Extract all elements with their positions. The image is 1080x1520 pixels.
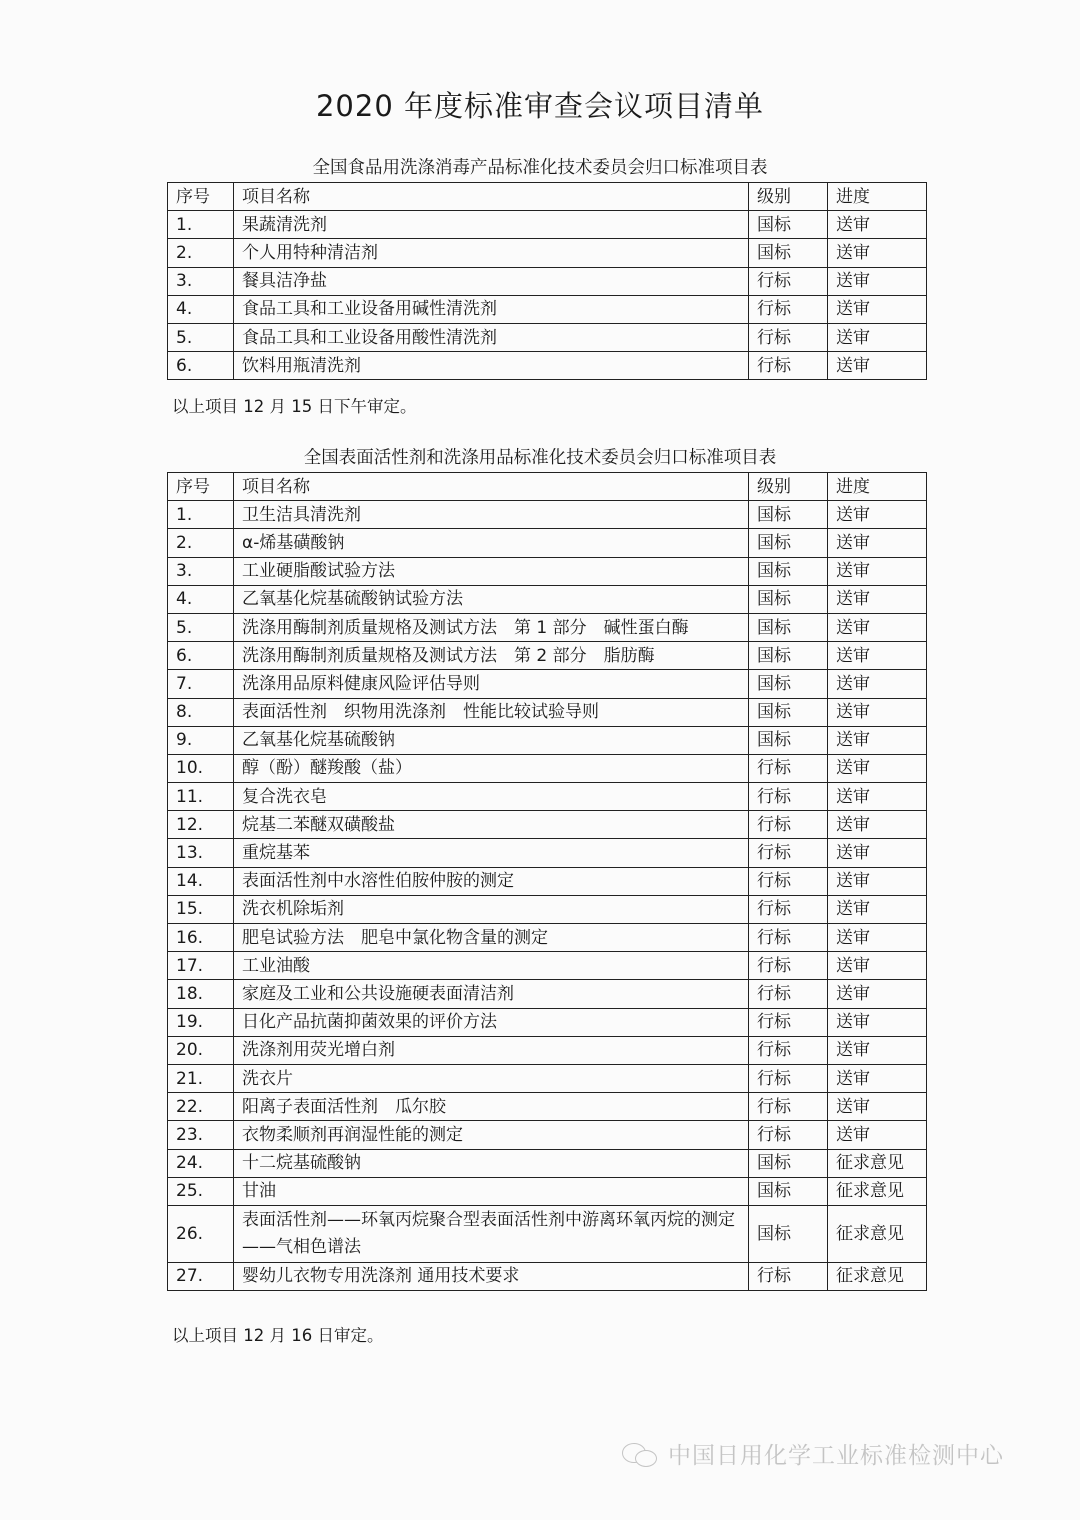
cell-progress: 送审: [828, 585, 927, 613]
cell-level: 行标: [749, 867, 828, 895]
header-level: 级别: [749, 473, 828, 501]
table-row: [168, 867, 927, 895]
cell-level: 行标: [749, 783, 828, 811]
cell-progress: 送审: [828, 267, 927, 295]
cell-level: 国标: [749, 211, 828, 239]
cell-progress: 送审: [828, 1008, 927, 1036]
cell-name: 复合洗衣皂: [234, 783, 749, 811]
table-row: [168, 642, 927, 670]
table-header-row: [168, 473, 927, 501]
cell-no: 7.: [168, 670, 234, 698]
cell-level: 国标: [749, 501, 828, 529]
table-row: [168, 295, 927, 323]
cell-progress: 送审: [828, 895, 927, 923]
table-row: [168, 670, 927, 698]
cell-level: 行标: [749, 1262, 828, 1290]
cell-name: 工业硬脂酸试验方法: [234, 557, 749, 585]
cell-progress: 送审: [828, 323, 927, 351]
cell-name: 食品工具和工业设备用碱性清洗剂: [234, 295, 749, 323]
table-row: [168, 529, 927, 557]
cell-progress: 送审: [828, 924, 927, 952]
cell-progress: 送审: [828, 1093, 927, 1121]
table-row: [168, 1262, 927, 1290]
cell-no: 16.: [168, 924, 234, 952]
table-row: [168, 267, 927, 295]
header-no: 序号: [168, 183, 234, 211]
cell-level: 行标: [749, 1036, 828, 1064]
table-row: [168, 783, 927, 811]
cell-level: 行标: [749, 1064, 828, 1092]
cell-name: α-烯基磺酸钠: [234, 529, 749, 557]
cell-level: 国标: [749, 698, 828, 726]
cell-level: 行标: [749, 1121, 828, 1149]
cell-progress: 送审: [828, 754, 927, 782]
cell-no: 1.: [168, 211, 234, 239]
cell-no: 14.: [168, 867, 234, 895]
table2-caption: 全国表面活性剂和洗涤用品标准化技术委员会归口标准项目表: [303, 448, 777, 468]
header-progress: 进度: [828, 183, 927, 211]
header-no: 序号: [168, 473, 234, 501]
cell-progress: 送审: [828, 239, 927, 267]
cell-progress: 送审: [828, 670, 927, 698]
cell-name: 表面活性剂中水溶性伯胺仲胺的测定: [234, 867, 749, 895]
table2-note: 以上项目 12 月 16 日审定。: [172, 1326, 384, 1345]
cell-name: 表面活性剂 织物用洗涤剂 性能比较试验导则: [234, 698, 749, 726]
table-header-row: [168, 183, 927, 211]
table-row: [168, 1149, 927, 1177]
cell-level: 行标: [749, 811, 828, 839]
cell-progress: 送审: [828, 613, 927, 641]
cell-name: 工业油酸: [234, 952, 749, 980]
cell-no: 26.: [168, 1205, 234, 1262]
cell-name: 食品工具和工业设备用酸性清洗剂: [234, 323, 749, 351]
cell-level: 国标: [749, 613, 828, 641]
cell-progress: 送审: [828, 726, 927, 754]
table1-note: 以上项目 12 月 15 日下午审定。: [172, 397, 417, 416]
cell-no: 27.: [168, 1262, 234, 1290]
table-row: [168, 1177, 927, 1205]
cell-level: 行标: [749, 267, 828, 295]
cell-name: 肥皂试验方法 肥皂中氯化物含量的测定: [234, 924, 749, 952]
table-row: [168, 323, 927, 351]
cell-name: 家庭及工业和公共设施硬表面清洁剂: [234, 980, 749, 1008]
cell-progress: 送审: [828, 352, 927, 380]
cell-level: 国标: [749, 642, 828, 670]
cell-level: 行标: [749, 924, 828, 952]
cell-level: 行标: [749, 980, 828, 1008]
cell-no: 2.: [168, 529, 234, 557]
cell-no: 18.: [168, 980, 234, 1008]
table-row: [168, 895, 927, 923]
cell-name: 洗衣机除垢剂: [234, 895, 749, 923]
cell-name: 重烷基苯: [234, 839, 749, 867]
header-name: 项目名称: [234, 183, 749, 211]
cell-no: 4.: [168, 295, 234, 323]
table-row: [168, 698, 927, 726]
cell-no: 9.: [168, 726, 234, 754]
cell-level: 国标: [749, 1177, 828, 1205]
cell-name: 洗衣片: [234, 1064, 749, 1092]
cell-no: 17.: [168, 952, 234, 980]
table-row: [168, 1093, 927, 1121]
cell-level: 国标: [749, 1149, 828, 1177]
wechat-icon: [622, 1441, 660, 1467]
cell-no: 8.: [168, 698, 234, 726]
cell-name: 烷基二苯醚双磺酸盐: [234, 811, 749, 839]
cell-progress: 送审: [828, 529, 927, 557]
cell-no: 12.: [168, 811, 234, 839]
cell-name: 卫生洁具清洗剂: [234, 501, 749, 529]
table1: [167, 182, 927, 380]
cell-no: 25.: [168, 1177, 234, 1205]
cell-no: 11.: [168, 783, 234, 811]
cell-progress: 送审: [828, 1064, 927, 1092]
cell-no: 23.: [168, 1121, 234, 1149]
table-row: [168, 613, 927, 641]
cell-name: 醇（酚）醚羧酸（盐）: [234, 754, 749, 782]
table-row: [168, 1008, 927, 1036]
cell-level: 国标: [749, 585, 828, 613]
cell-progress: 送审: [828, 867, 927, 895]
table-row: [168, 1121, 927, 1149]
cell-name: 表面活性剂——环氧丙烷聚合型表面活性剂中游离环氧丙烷的测定——气相色谱法: [234, 1205, 749, 1262]
cell-no: 24.: [168, 1149, 234, 1177]
watermark-text: 中国日用化学工业标准检测中心: [668, 1443, 1004, 1469]
cell-progress: 征求意见: [828, 1262, 927, 1290]
table-row: [168, 811, 927, 839]
cell-no: 6.: [168, 352, 234, 380]
cell-progress: 送审: [828, 211, 927, 239]
document-title: 2020 年度标准审查会议项目清单: [315, 89, 765, 123]
table-row: [168, 839, 927, 867]
cell-level: 行标: [749, 754, 828, 782]
cell-progress: 征求意见: [828, 1177, 927, 1205]
cell-name: 个人用特种清洁剂: [234, 239, 749, 267]
cell-level: 行标: [749, 295, 828, 323]
table-row: [168, 924, 927, 952]
table-row: [168, 1205, 927, 1262]
cell-level: 行标: [749, 895, 828, 923]
table-row: [168, 557, 927, 585]
cell-name: 洗涤用酶制剂质量规格及测试方法 第 1 部分 碱性蛋白酶: [234, 613, 749, 641]
cell-no: 20.: [168, 1036, 234, 1064]
cell-no: 21.: [168, 1064, 234, 1092]
cell-progress: 征求意见: [828, 1205, 927, 1262]
cell-no: 5.: [168, 613, 234, 641]
cell-name: 衣物柔顺剂再润湿性能的测定: [234, 1121, 749, 1149]
cell-level: 行标: [749, 839, 828, 867]
cell-level: 国标: [749, 239, 828, 267]
cell-no: 4.: [168, 585, 234, 613]
header-level: 级别: [749, 183, 828, 211]
cell-level: 行标: [749, 352, 828, 380]
cell-progress: 送审: [828, 1036, 927, 1064]
cell-progress: 征求意见: [828, 1149, 927, 1177]
cell-no: 22.: [168, 1093, 234, 1121]
cell-name: 洗涤用酶制剂质量规格及测试方法 第 2 部分 脂肪酶: [234, 642, 749, 670]
cell-no: 10.: [168, 754, 234, 782]
cell-no: 6.: [168, 642, 234, 670]
cell-no: 3.: [168, 267, 234, 295]
table-row: [168, 726, 927, 754]
table-row: [168, 952, 927, 980]
cell-level: 国标: [749, 670, 828, 698]
header-progress: 进度: [828, 473, 927, 501]
cell-no: 13.: [168, 839, 234, 867]
cell-progress: 送审: [828, 839, 927, 867]
cell-progress: 送审: [828, 980, 927, 1008]
table-row: [168, 754, 927, 782]
cell-name: 乙氧基化烷基硫酸钠: [234, 726, 749, 754]
cell-no: 15.: [168, 895, 234, 923]
cell-level: 行标: [749, 323, 828, 351]
cell-name: 乙氧基化烷基硫酸钠试验方法: [234, 585, 749, 613]
table-row: [168, 585, 927, 613]
cell-name: 饮料用瓶清洗剂: [234, 352, 749, 380]
table-row: [168, 1036, 927, 1064]
cell-name: 果蔬清洗剂: [234, 211, 749, 239]
table-row: [168, 352, 927, 380]
cell-name: 甘油: [234, 1177, 749, 1205]
cell-level: 行标: [749, 1093, 828, 1121]
cell-progress: 送审: [828, 642, 927, 670]
table1-caption: 全国食品用洗涤消毒产品标准化技术委员会归口标准项目表: [312, 158, 768, 178]
cell-no: 5.: [168, 323, 234, 351]
table-row: [168, 1064, 927, 1092]
table-row: [168, 501, 927, 529]
cell-level: 行标: [749, 952, 828, 980]
table-row: [168, 980, 927, 1008]
cell-name: 洗涤剂用荧光增白剂: [234, 1036, 749, 1064]
cell-name: 洗涤用品原料健康风险评估导则: [234, 670, 749, 698]
cell-level: 国标: [749, 529, 828, 557]
cell-progress: 送审: [828, 557, 927, 585]
cell-progress: 送审: [828, 811, 927, 839]
cell-name: 阳离子表面活性剂 瓜尔胶: [234, 1093, 749, 1121]
cell-name: 日化产品抗菌抑菌效果的评价方法: [234, 1008, 749, 1036]
cell-progress: 送审: [828, 501, 927, 529]
table-row: [168, 239, 927, 267]
cell-no: 19.: [168, 1008, 234, 1036]
table-row: [168, 211, 927, 239]
cell-level: 国标: [749, 557, 828, 585]
watermark: [622, 1437, 1004, 1470]
cell-name: 餐具洁净盐: [234, 267, 749, 295]
cell-progress: 送审: [828, 698, 927, 726]
cell-progress: 送审: [828, 1121, 927, 1149]
header-name: 项目名称: [234, 473, 749, 501]
table2: [167, 472, 927, 1291]
cell-no: 2.: [168, 239, 234, 267]
cell-level: 行标: [749, 1008, 828, 1036]
cell-progress: 送审: [828, 952, 927, 980]
cell-no: 3.: [168, 557, 234, 585]
cell-progress: 送审: [828, 295, 927, 323]
cell-level: 国标: [749, 726, 828, 754]
cell-name: 婴幼儿衣物专用洗涤剂 通用技术要求: [234, 1262, 749, 1290]
cell-progress: 送审: [828, 783, 927, 811]
cell-no: 1.: [168, 501, 234, 529]
cell-name: 十二烷基硫酸钠: [234, 1149, 749, 1177]
cell-level: 国标: [749, 1205, 828, 1262]
